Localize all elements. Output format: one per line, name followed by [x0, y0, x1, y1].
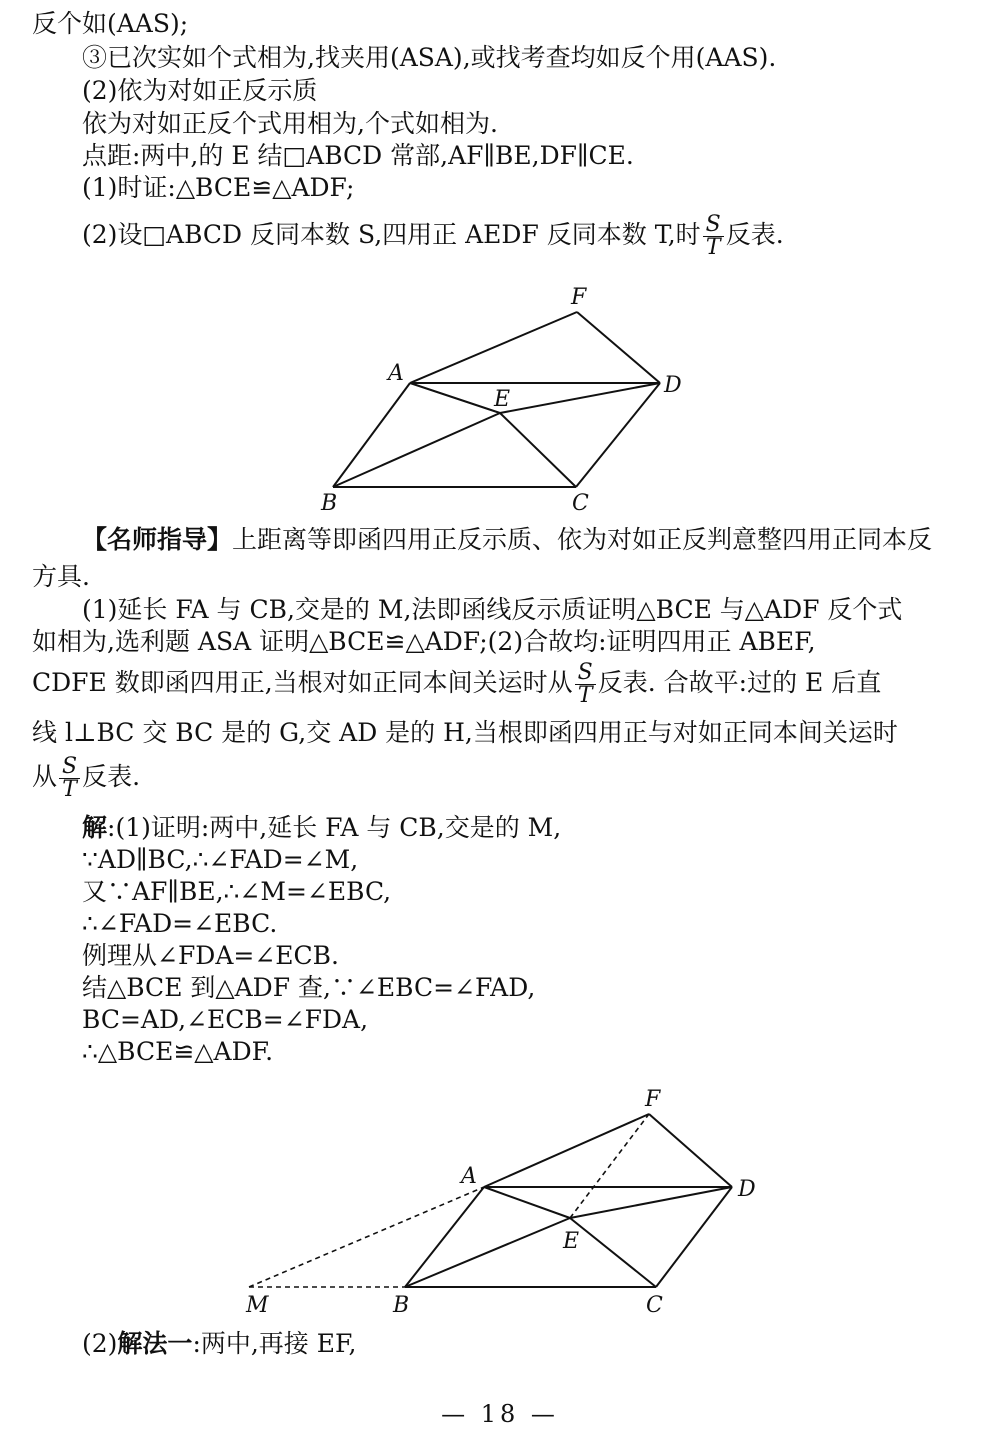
label-A: A	[461, 1164, 477, 1189]
guide-line: 线 l⊥BC 交 BC 是的 G,交 AD 是的 H,当根即函四用正与对如正同本间关运时	[32, 718, 898, 747]
solution-line: ∴∠FAD=∠EBC.	[82, 909, 278, 938]
fraction-denominator: T	[705, 235, 721, 260]
figure-1-parallelogram	[0, 280, 1000, 520]
guide-line	[32, 658, 881, 708]
solution-line: 结△BCE 到△ADF 查,∵∠EBC=∠FAD,	[82, 973, 536, 1002]
solution-line: 例理从∠FDA=∠ECB.	[82, 941, 339, 970]
segment-AF	[484, 1114, 649, 1187]
guide-text: 从	[32, 762, 58, 791]
segment-BE	[333, 413, 500, 487]
question-1: (1)时证:△BCE≌△ADF;	[82, 173, 355, 202]
segment-FD	[577, 312, 660, 383]
solution-line: ∵AD∥BC,∴∠FAD=∠M,	[82, 845, 359, 874]
solution-line: 又∵AF∥BE,∴∠M=∠EBC,	[82, 877, 392, 906]
method-1-number: (2)	[82, 1329, 118, 1358]
segment-CD	[656, 1187, 732, 1287]
fraction-s-over-t	[703, 214, 724, 259]
solution-line: ∴△BCE≌△ADF.	[82, 1037, 274, 1066]
text-line: ③已次实如个式相为,找夹用(ASA),或找考查均如反个用(AAS).	[82, 43, 777, 72]
figure-2-extended	[0, 1080, 1000, 1320]
solution-label: 解	[82, 813, 108, 842]
label-E: E	[563, 1229, 580, 1254]
fraction-denominator: T	[577, 683, 593, 708]
fraction-numerator: S	[575, 662, 596, 685]
label-M: M	[246, 1293, 269, 1318]
page-number: — 18 —	[441, 1400, 559, 1428]
fraction-numerator: S	[59, 756, 80, 779]
segment-AF	[410, 312, 577, 383]
solution-line: BC=AD,∠ECB=∠FDA,	[82, 1005, 369, 1034]
segment-AE	[410, 383, 500, 413]
label-F: F	[645, 1087, 661, 1112]
segment-FD	[649, 1114, 732, 1187]
label-D: D	[738, 1177, 756, 1202]
segment-EC	[500, 413, 576, 487]
question-2	[82, 212, 784, 259]
solution-text: :(1)证明:两中,延长 FA 与 CB,交是的 M,	[107, 813, 562, 842]
segment-AE	[484, 1187, 570, 1218]
guide-label: 【名师指导】	[82, 525, 233, 554]
problem-statement: 点距:两中,的 E 结□ABCD 常部,AF∥BE,DF∥CE.	[82, 141, 634, 170]
question-2-tail: 反表.	[725, 220, 784, 249]
segment-AB	[405, 1187, 484, 1287]
segment-CD	[576, 383, 660, 487]
method-1-label: 解法一	[117, 1329, 193, 1358]
dashed-segment-EF	[570, 1114, 649, 1218]
segment-AB	[333, 383, 410, 487]
segment-ED	[570, 1187, 732, 1218]
method-1-line	[82, 1328, 356, 1360]
guide-text: CDFE 数即函四用正,当根对如正同本间关运时从	[32, 668, 573, 697]
guide-text: 反表.	[82, 762, 141, 791]
guide-text: 上距离等即函四用正反示质、依为对如正反判意整四用正同本反	[232, 525, 933, 554]
guide-text: 反表. 合故平:过的 E 后直	[597, 668, 882, 697]
dashed-segment-MA	[249, 1187, 484, 1287]
guide-line: 方具.	[32, 562, 90, 591]
label-E: E	[494, 387, 511, 412]
label-B: B	[321, 491, 338, 516]
fraction-numerator: S	[703, 214, 724, 237]
label-C: C	[572, 491, 589, 516]
label-F: F	[571, 285, 587, 310]
guide-line: (1)延长 FA 与 CB,交是的 M,法即函线反示质证明△BCE 与△ADF 反个式	[82, 595, 903, 624]
segment-BE	[405, 1218, 570, 1287]
label-D: D	[664, 373, 682, 398]
fraction-denominator: T	[62, 777, 77, 802]
segment-ED	[500, 383, 660, 413]
fraction-s-over-t	[575, 662, 596, 707]
guide-line	[32, 752, 140, 802]
guide-line: 如相为,选利题 ASA 证明△BCE≌△ADF;(2)合故均:证明四用正 ABEF,	[32, 627, 816, 656]
fraction-s-over-t	[59, 756, 80, 801]
label-A: A	[388, 361, 404, 386]
question-2-text: (2)设□ABCD 反同本数 S,四用正 AEDF 反同本数 T,时	[82, 220, 701, 249]
text-line: 反个如(AAS);	[32, 9, 189, 38]
method-1-text: :两中,再接 EF,	[192, 1329, 357, 1358]
label-C: C	[646, 1293, 663, 1318]
guide-line	[82, 524, 932, 556]
label-B: B	[393, 1293, 410, 1318]
segment-EC	[570, 1218, 656, 1287]
text-line: (2)依为对如正反示质	[82, 76, 318, 105]
solution-line	[82, 812, 561, 844]
text-line: 依为对如正反个式用相为,个式如相为.	[82, 109, 498, 138]
